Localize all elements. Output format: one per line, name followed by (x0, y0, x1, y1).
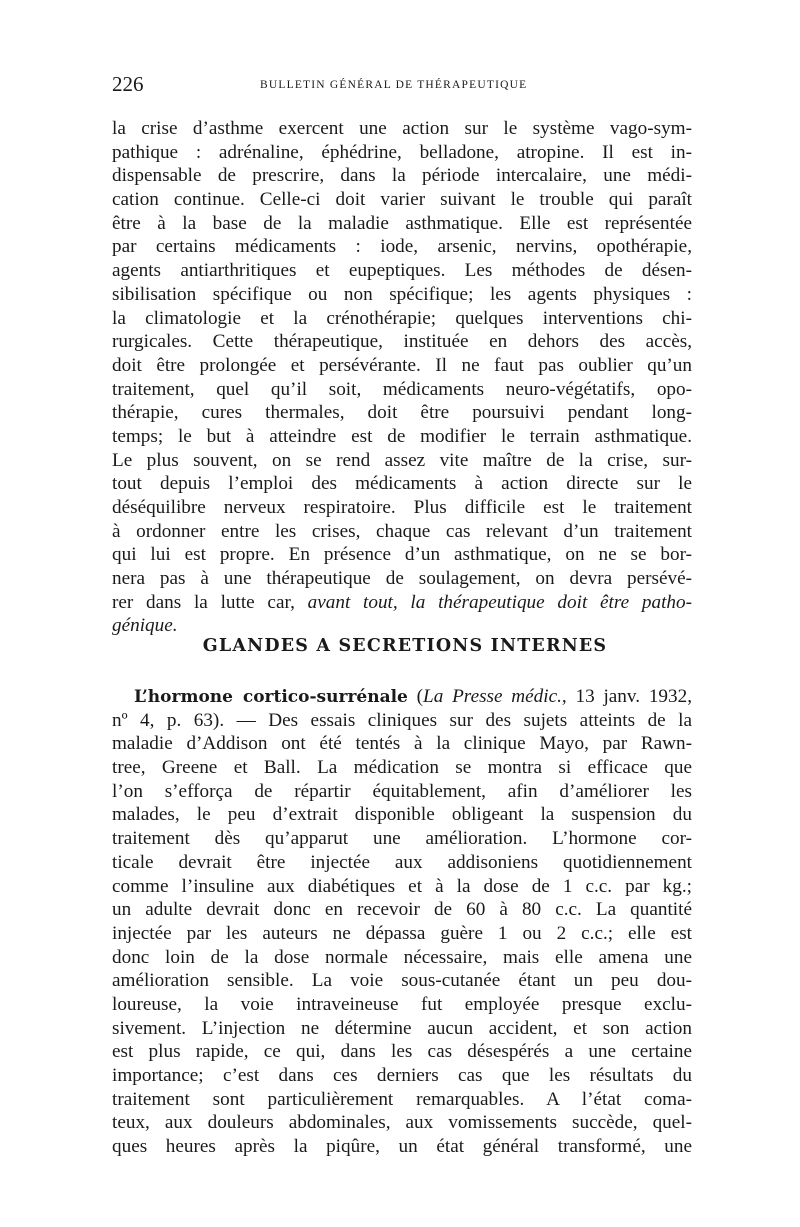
journal-title: BULLETIN GÉNÉRAL DE THÉRAPEUTIQUE (260, 79, 528, 91)
text-line: tree, Greene et Ball. La médication se montra si efficace que (112, 757, 692, 779)
italic-conclusion-end: génique. (112, 615, 178, 637)
page-number: 226 (112, 72, 144, 96)
text-line: qui lui est propre. En présence d’un asthmatique, on ne se bor- (112, 544, 692, 566)
text-line: temps; le but à atteindre est de modifier le terrain asthmatique. (112, 425, 692, 447)
text-line: thérapie, cures thermales, doit être poursuivi pendant long- (112, 402, 692, 424)
text-line: traitement sont particulièrement remarquables. A l’état coma- (112, 1088, 692, 1110)
text-line: malades, le peu d’extrait disponible obligeant la suspension du (112, 804, 692, 826)
text-line (112, 591, 692, 615)
text-line: à ordonner entre les crises, chaque cas relevant d’un traitement (112, 520, 692, 542)
text-line: ticale devrait être injectée aux addisoniens quotidiennement (112, 851, 692, 873)
text-line: est plus rapide, ce qui, dans les cas désespérés a une certaine (112, 1041, 692, 1063)
text-line: comme l’insuline aux diabétiques et à la dose de 1 c.c. par kg.; (112, 875, 692, 897)
text-line: loureuse, la voie intraveineuse fut employée presque exclu- (112, 993, 692, 1015)
text-line: maladie d’Addison ont été tentés à la clinique Mayo, par Rawn- (112, 733, 692, 755)
text-line: cation continue. Celle-ci doit varier suivant le trouble qui paraît (112, 189, 692, 211)
text-line: nera pas à une thérapeutique de soulagement, on devra persévé- (112, 568, 692, 590)
text-line: injectée par les auteurs ne dépassa guère 1 ou 2 c.c.; elle est (112, 922, 692, 944)
text-line: un adulte devrait donc en recevoir de 60 à 80 c.c. La quantité (112, 899, 692, 921)
text-line: traitement dès qu’apparut une amélioration. L’hormone cor- (112, 828, 692, 850)
text-line: Le plus souvent, on se rend assez vite maître de la crise, sur- (112, 449, 692, 471)
running-header (112, 72, 692, 102)
text-line: donc loin de la dose normale nécessaire, mais elle amena une (112, 946, 692, 968)
text-line: la climatologie et la crénothérapie; quelques interventions chi- (112, 307, 692, 329)
text-line: déséquilibre nerveux respiratoire. Plus difficile est le traitement (112, 497, 692, 518)
section-heading: GLANDES A SECRETIONS INTERNES (202, 636, 608, 656)
text-line: dispensable de prescrire, dans la période intercalaire, une médi- (112, 165, 692, 187)
text-line: traitement, quel qu’il soit, médicaments neuro-végétatifs, opo- (112, 378, 692, 400)
text-line: amélioration sensible. La voie sous-cutanée étant un peu dou- (112, 970, 692, 992)
text-line: nº 4, p. 63). — Des essais cliniques sur des sujets atteints de la (112, 709, 692, 731)
italic-conclusion: avant tout, la thérapeutique doit être patho- (307, 591, 692, 613)
citation-date: , 13 janv. 1932, (561, 686, 692, 707)
text-line: sibilisation spécifique ou non spécifique; les agents physiques : (112, 283, 692, 305)
article-first-line (112, 685, 692, 709)
citation-journal: La Presse médic. (423, 686, 562, 707)
text-line: être à la base de la maladie asthmatique. Elle est représentée (112, 212, 692, 234)
text-line (112, 614, 692, 638)
citation-open: ( (407, 686, 424, 707)
text-line: rurgicales. Cette thérapeutique, instituée en dehors des accès, (112, 331, 692, 353)
text-line: doit être prolongée et persévérante. Il ne faut pas oublier qu’un (112, 354, 692, 376)
article-title: L’hormone cortico-surrénale (134, 687, 408, 707)
article-cortico-surrenale (112, 685, 692, 1159)
text-line: par certains médicaments : iode, arsenic, nervins, opothérapie, (112, 236, 692, 258)
text-line: importance; c’est dans ces derniers cas que les résultats du (112, 1065, 692, 1086)
line-text: rer dans la lutte car, (112, 591, 308, 613)
text-line: la crise d’asthme exercent une action sur le système vago-sym- (112, 118, 692, 139)
text-line: agents antiarthritiques et eupeptiques. Les méthodes de désen- (112, 260, 692, 282)
text-line: l’on s’efforça de répartir équitablement, afin d’améliorer les (112, 780, 692, 802)
text-line: tout depuis l’emploi des médicaments à action directe sur le (112, 473, 692, 495)
text-line: teux, aux douleurs abdominales, aux vomissements succède, quel- (112, 1112, 692, 1134)
paragraph-asthma-treatment (112, 117, 692, 638)
text-line: sivement. L’injection ne détermine aucun accident, et son action (112, 1017, 692, 1039)
text-line: ques heures après la piqûre, un état général transformé, une (112, 1136, 692, 1158)
text-line: pathique : adrénaline, éphédrine, belladone, atropine. Il est in- (112, 141, 692, 163)
